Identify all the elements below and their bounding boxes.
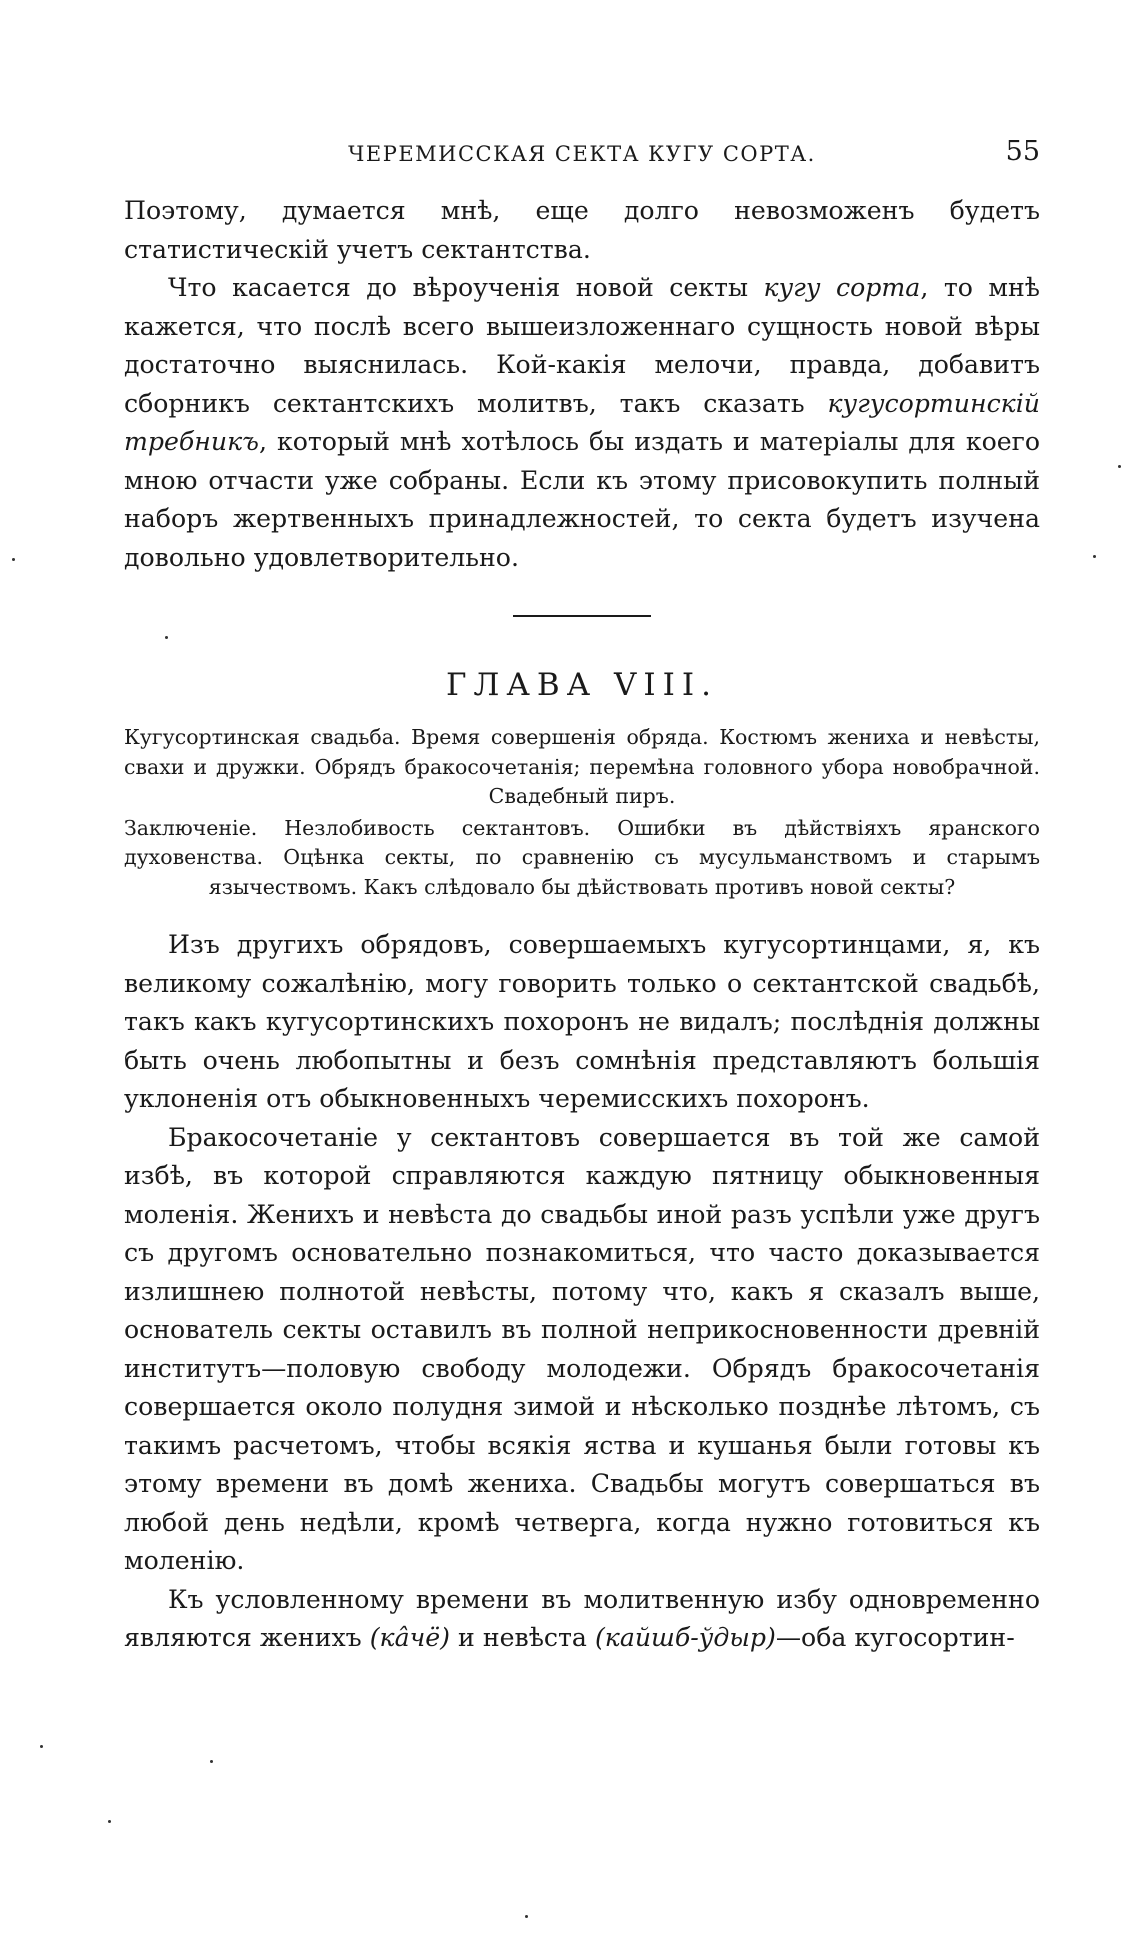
italic-term: (кайшб-ўдыр) — [594, 1623, 776, 1652]
opening-paragraph-2 — [124, 269, 1040, 577]
chapter-heading: ГЛАВА VIII. — [446, 667, 718, 703]
italic-term: (кâчё) — [369, 1623, 451, 1652]
text-run: , то мнѣ кажется, что послѣ всего вышеизложеннаго сущность новой вѣры достаточно выяснилась. Кой-какія мелочи, правда, добавитъ сборникъ сектантскихъ молитвъ, такъ сказать — [124, 273, 1040, 418]
body-paragraph-1: Изъ другихъ обрядовъ, совершаемыхъ кугусортинцами, я, къ великому сожалѣнію, могу говорить только о сектантской свадьбѣ, такъ какъ кугусортинскихъ похоронъ не видалъ; послѣднія должны быть очень любопытны и безъ сомнѣнія представляютъ большія уклоненія отъ обыкновенныхъ черемисскихъ похоронъ. — [124, 930, 1040, 1113]
text-run: Къ условленному времени въ молитвенную избу одновременно являются женихъ — [124, 1584, 1040, 1652]
scan-speck — [165, 636, 168, 639]
scan-speck — [525, 1915, 528, 1918]
book-page — [124, 130, 1040, 1658]
chapter-summary-2: Заключеніе. Незлобивость сектантовъ. Ошибки въ дѣйствіяхъ яранского духовенства. Оцѣнка секты, по сравненію съ мусульманствомъ и старымъ язычествомъ. Какъ слѣдовало бы дѣйствовать противъ новой секты? — [124, 815, 1040, 899]
text-run: —оба кугосортин- — [775, 1623, 1015, 1652]
body-paragraph-2: Бракосочетаніе у сектантовъ совершается въ той же самой избѣ, въ которой справляются каждую пятницу обыкновенныя моленія. Женихъ и невѣста до свадьбы иной разъ успѣли уже другъ съ другомъ основательно познакомиться, что часто доказывается излишнею полнотой невѣсты, потому что, какъ я сказалъ выше, основатель секты оставилъ въ полной неприкосновенности древній институтъ—половую свободу молодежи. Обрядъ бракосочетанія совершается около полудня зимой и нѣсколько позднѣе лѣтомъ, съ такимъ расчетомъ, чтобы всякія яства и кушанья были готовы къ этому времени въ домѣ жениха. Свадьбы могутъ совершаться въ любой день недѣли, кромѣ четверга, когда нужно готовиться къ моленію. — [124, 1122, 1040, 1575]
text-run: и невѣста — [450, 1623, 595, 1652]
scan-speck — [108, 1820, 111, 1823]
section-divider — [513, 615, 651, 617]
opening-paragraph-1: Поэтому, думается мнѣ, еще долго невозможенъ будетъ статистическій учетъ сектантства. — [124, 196, 1040, 264]
page-number: 55 — [1005, 136, 1040, 167]
chapter-body — [124, 926, 1040, 1658]
text-run: , который мнѣ хотѣлось бы издать и матеріалы для коего мною отчасти уже собраны. Если къ этому присовокупить полный наборъ жертвенныхъ принадлежностей, то секта будетъ изучена довольно удовлетворительно. — [124, 427, 1040, 572]
italic-term: кугусортинскій требникъ — [124, 388, 1040, 456]
running-header — [124, 130, 1040, 174]
italic-term: кугу сорта — [763, 273, 921, 302]
chapter-summary-1: Кугусортинская свадьба. Время совершенія обряда. Костюмъ жениха и невѣсты, свахи и дружки. Обрядъ бракосочетанія; перемѣна головного убора новобрачной. Свадебный пиръ. — [124, 725, 1040, 808]
running-title: ЧЕРЕМИССКАЯ СЕКТА КУГУ СОРТА. — [348, 142, 816, 166]
body-paragraph-3 — [124, 1581, 1040, 1658]
scan-speck — [12, 558, 15, 561]
scan-speck — [1118, 465, 1121, 468]
scan-speck — [210, 1760, 213, 1763]
scan-speck — [1093, 555, 1096, 558]
text-run: Что касается до вѣроученія новой секты — [168, 273, 764, 302]
scan-speck — [40, 1745, 43, 1748]
